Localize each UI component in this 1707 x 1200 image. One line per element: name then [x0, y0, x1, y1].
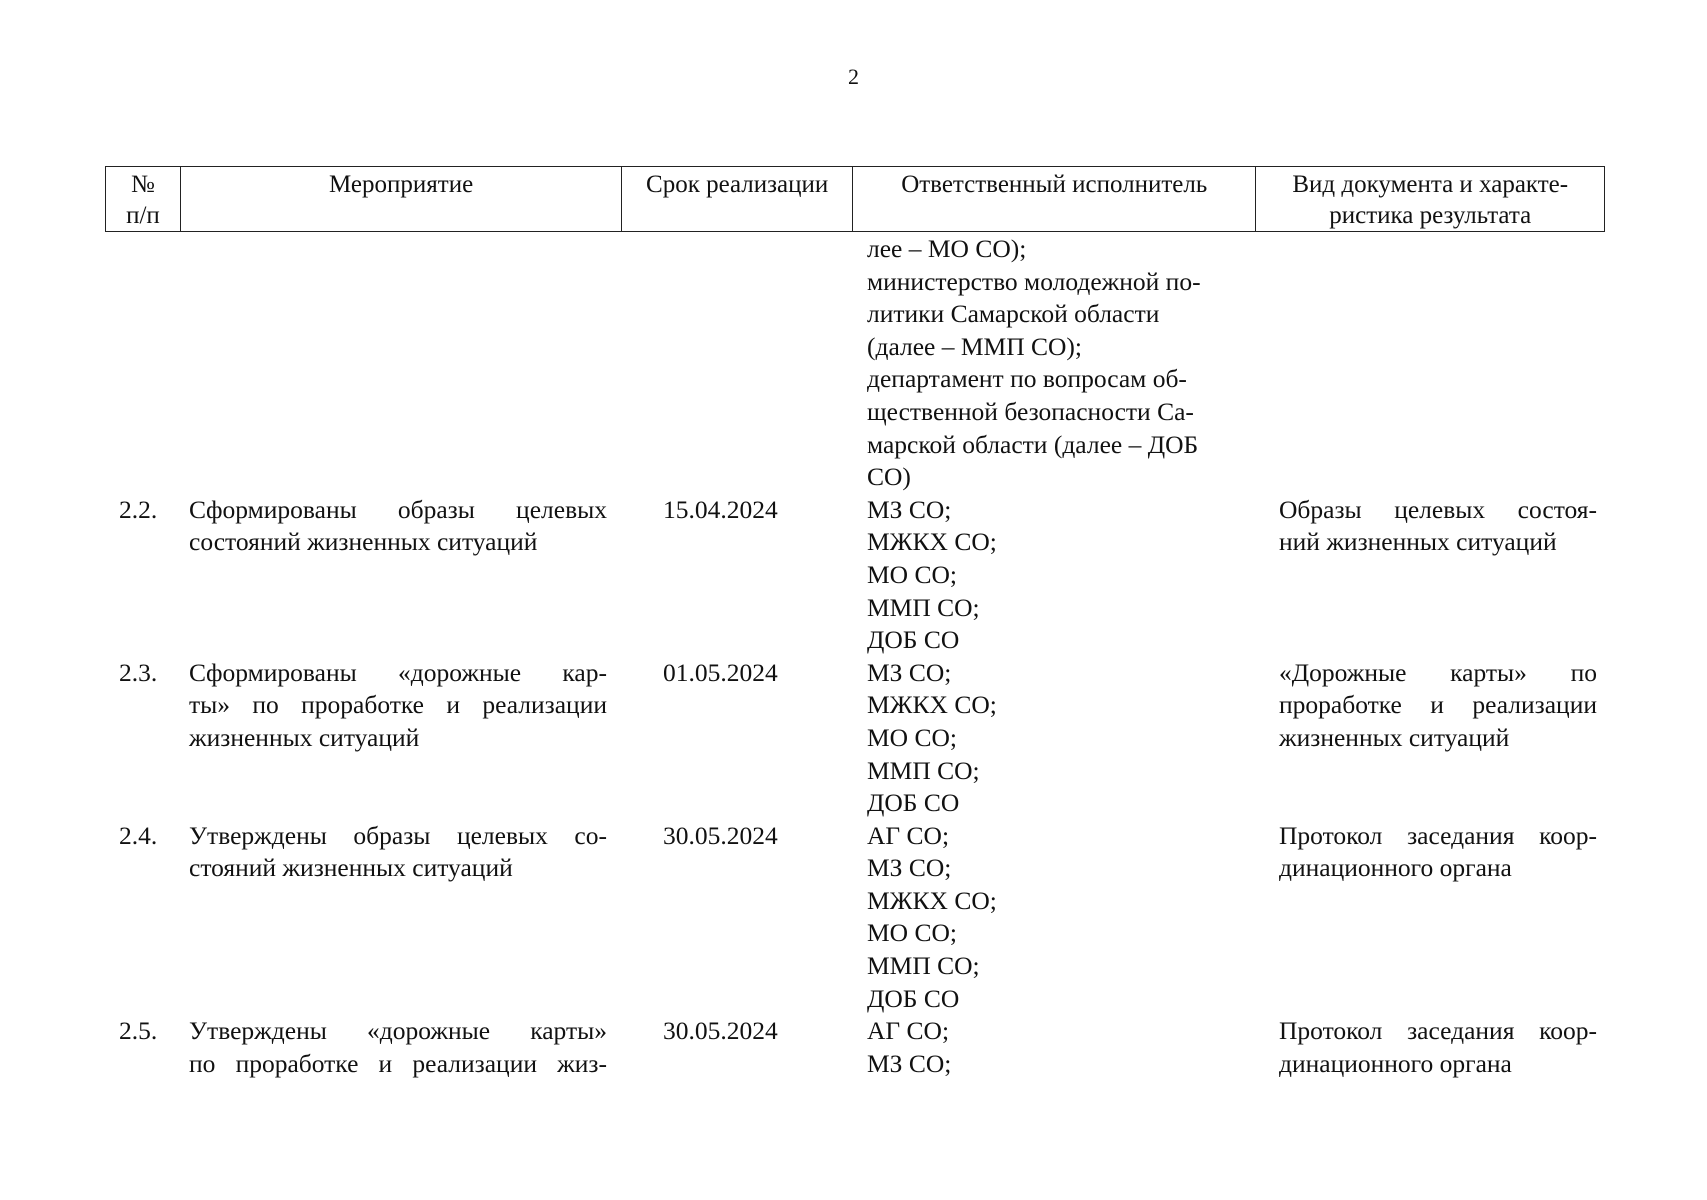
responsible-line: СО) [867, 462, 911, 492]
responsible-line: департамент по вопросам об- [867, 364, 1187, 394]
event-line: ты» по проработке и реализации [189, 690, 607, 720]
row-responsible [859, 233, 1263, 494]
page-number: 2 [848, 64, 859, 89]
header-event: Мероприятие [181, 167, 622, 231]
table-header [105, 166, 1605, 232]
responsible-line: (далее – ММП СО); [867, 331, 1083, 361]
header-number-line: п/п [126, 202, 160, 229]
header-result-line: ристика результата [1329, 202, 1532, 229]
event-line: по проработке и реализации жиз- [189, 1048, 607, 1078]
table-row [105, 1015, 1605, 1080]
table-body [105, 233, 1605, 1080]
responsible-line: АГ СО; [867, 1016, 950, 1046]
responsible-line: МО СО; [867, 559, 957, 589]
row-deadline: 15.04.2024 [663, 494, 778, 524]
row-event [177, 494, 619, 657]
responsible-line: марской области (далее – ДОБ [867, 429, 1199, 459]
responsible-line: ДОБ СО [867, 625, 960, 655]
result-line: жизненных ситуаций [1279, 722, 1510, 752]
row-deadline: 01.05.2024 [663, 657, 778, 687]
event-line: Утверждены образы целевых со- [189, 820, 607, 850]
row-number [105, 233, 177, 494]
row-deadline: 30.05.2024 [663, 820, 778, 850]
row-event [177, 1015, 619, 1080]
event-line: жизненных ситуаций [189, 722, 420, 752]
responsible-line: МЗ СО; [867, 1048, 952, 1078]
row-result [1263, 494, 1603, 657]
result-line: Протокол заседания коор- [1279, 1016, 1597, 1046]
responsible-line: МЖКХ СО; [867, 885, 997, 915]
responsible-line: ДОБ СО [867, 983, 960, 1013]
result-line: «Дорожные карты» по [1279, 657, 1597, 687]
header-result [1256, 167, 1604, 231]
responsible-line: ММП СО; [867, 755, 980, 785]
event-line: стояний жизненных ситуаций [189, 853, 513, 883]
responsible-line: ДОБ СО [867, 788, 960, 818]
row-event [177, 233, 619, 494]
responsible-line: МО СО; [867, 722, 957, 752]
row-responsible [859, 1015, 1263, 1080]
table-row [105, 657, 1605, 820]
row-deadline [619, 233, 859, 494]
row-deadline: 30.05.2024 [663, 1016, 778, 1046]
responsible-line: МЗ СО; [867, 853, 952, 883]
table-row-continuation [105, 233, 1605, 494]
event-line: Сформированы образы целевых [189, 494, 607, 524]
result-line: динационного органа [1279, 853, 1512, 883]
header-number-line: № [131, 171, 155, 198]
responsible-line: МЗ СО; [867, 494, 952, 524]
table-row [105, 494, 1605, 657]
row-event [177, 820, 619, 1016]
responsible-line: министерство молодежной по- [867, 266, 1201, 296]
responsible-line: АГ СО; [867, 820, 950, 850]
row-number: 2.2. [119, 494, 158, 524]
event-line: Сформированы «дорожные кар- [189, 657, 607, 687]
header-number [106, 167, 181, 231]
header-deadline: Срок реализации [622, 167, 853, 231]
result-line: Протокол заседания коор- [1279, 820, 1597, 850]
row-number: 2.5. [119, 1016, 158, 1046]
event-line: Утверждены «дорожные карты» [189, 1016, 607, 1046]
header-responsible: Ответственный исполнитель [853, 167, 1256, 231]
responsible-line: МЗ СО; [867, 657, 952, 687]
responsible-line: ММП СО; [867, 592, 980, 622]
responsible-line: МЖКХ СО; [867, 527, 997, 557]
header-result-line: Вид документа и характе- [1292, 171, 1569, 198]
table-row [105, 820, 1605, 1016]
row-number: 2.3. [119, 657, 158, 687]
responsible-line: щественной безопасности Са- [867, 396, 1194, 426]
row-responsible [859, 657, 1263, 820]
responsible-line: МО СО; [867, 918, 957, 948]
result-line: ний жизненных ситуаций [1279, 527, 1557, 557]
responsible-line: МЖКХ СО; [867, 690, 997, 720]
row-number: 2.4. [119, 820, 158, 850]
row-responsible [859, 494, 1263, 657]
row-event [177, 657, 619, 820]
result-line: динационного органа [1279, 1048, 1512, 1078]
responsible-line: литики Самарской области [867, 299, 1160, 329]
result-line: Образы целевых состоя- [1279, 494, 1597, 524]
result-line: проработке и реализации [1279, 690, 1597, 720]
responsible-line: лее – МО СО); [867, 234, 1027, 263]
row-result [1263, 820, 1603, 1016]
row-result [1263, 1015, 1603, 1080]
event-line: состояний жизненных ситуаций [189, 527, 538, 557]
row-result [1263, 657, 1603, 820]
responsible-line: ММП СО; [867, 951, 980, 981]
row-responsible [859, 820, 1263, 1016]
row-result [1263, 233, 1603, 494]
